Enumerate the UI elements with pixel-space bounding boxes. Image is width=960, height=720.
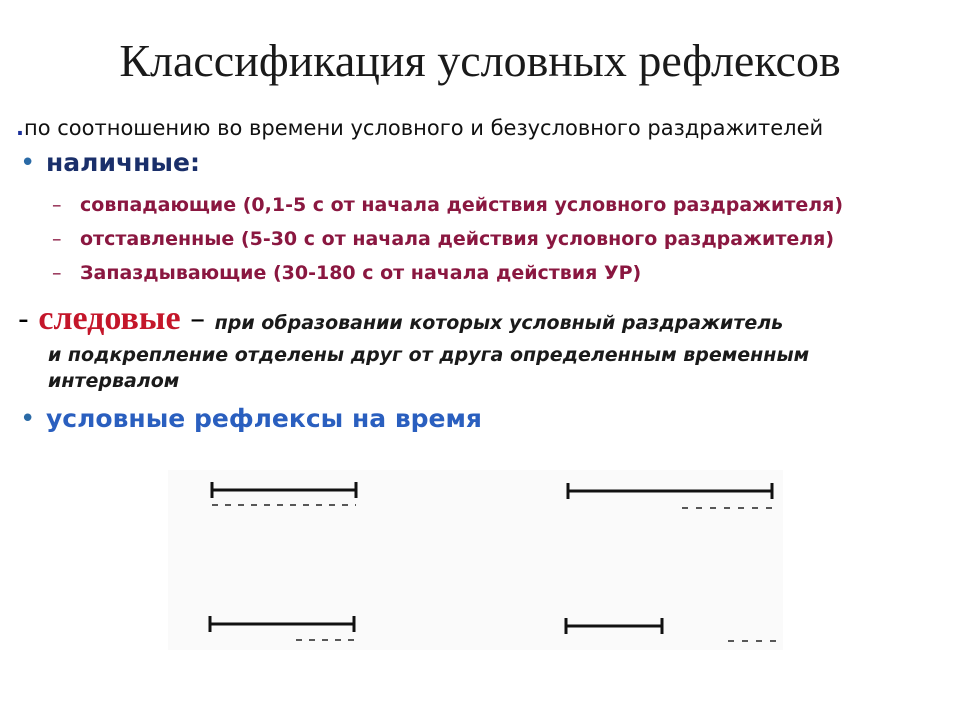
trace-lead-dash: - — [18, 302, 39, 337]
dash-icon: – — [52, 194, 62, 216]
subitem-text: отставленные (5-30 с от начала действия условного раздражителя) — [80, 228, 835, 250]
diagram-trace — [566, 618, 780, 641]
time-label: условные рефлексы на время — [46, 404, 482, 433]
trace-description-continued: и подкрепление отделены друг от друга определенным временным интервалом — [48, 344, 810, 392]
bullet-time — [20, 404, 482, 434]
present-label: наличные: — [46, 148, 200, 177]
subitem-text: Запаздывающие (30-180 с от начала действия УР) — [80, 262, 642, 284]
trace-description: при образовании которых условный раздражитель — [214, 312, 784, 334]
dash-icon: – — [52, 262, 62, 284]
classification-criterion — [16, 116, 823, 140]
subitem-delayed — [52, 228, 834, 250]
slide-title: Классификация условных рефлексов — [119, 35, 841, 86]
criterion-text: по соотношению во времени условного и безусловного раздражителей — [23, 116, 824, 140]
timing-diagram-svg — [168, 470, 783, 650]
subitem-text: совпадающие (0,1-5 с от начала действия условного раздражителя) — [80, 194, 844, 216]
trace-separator: – — [180, 302, 215, 337]
bullet-present — [20, 148, 200, 178]
subitem-coinciding — [52, 194, 843, 216]
subitem-lagging — [52, 262, 641, 284]
bullet-dot-icon: • — [20, 404, 36, 434]
criterion-dot: . — [16, 116, 24, 140]
bullet-dot-icon: • — [20, 148, 36, 178]
diagram-coinciding — [212, 482, 356, 505]
trace-item — [18, 300, 918, 338]
timing-diagram — [168, 470, 783, 650]
dash-icon: – — [52, 228, 62, 250]
diagram-lagging — [210, 616, 358, 640]
diagram-delayed — [568, 483, 776, 508]
trace-term: следовые — [38, 300, 181, 337]
